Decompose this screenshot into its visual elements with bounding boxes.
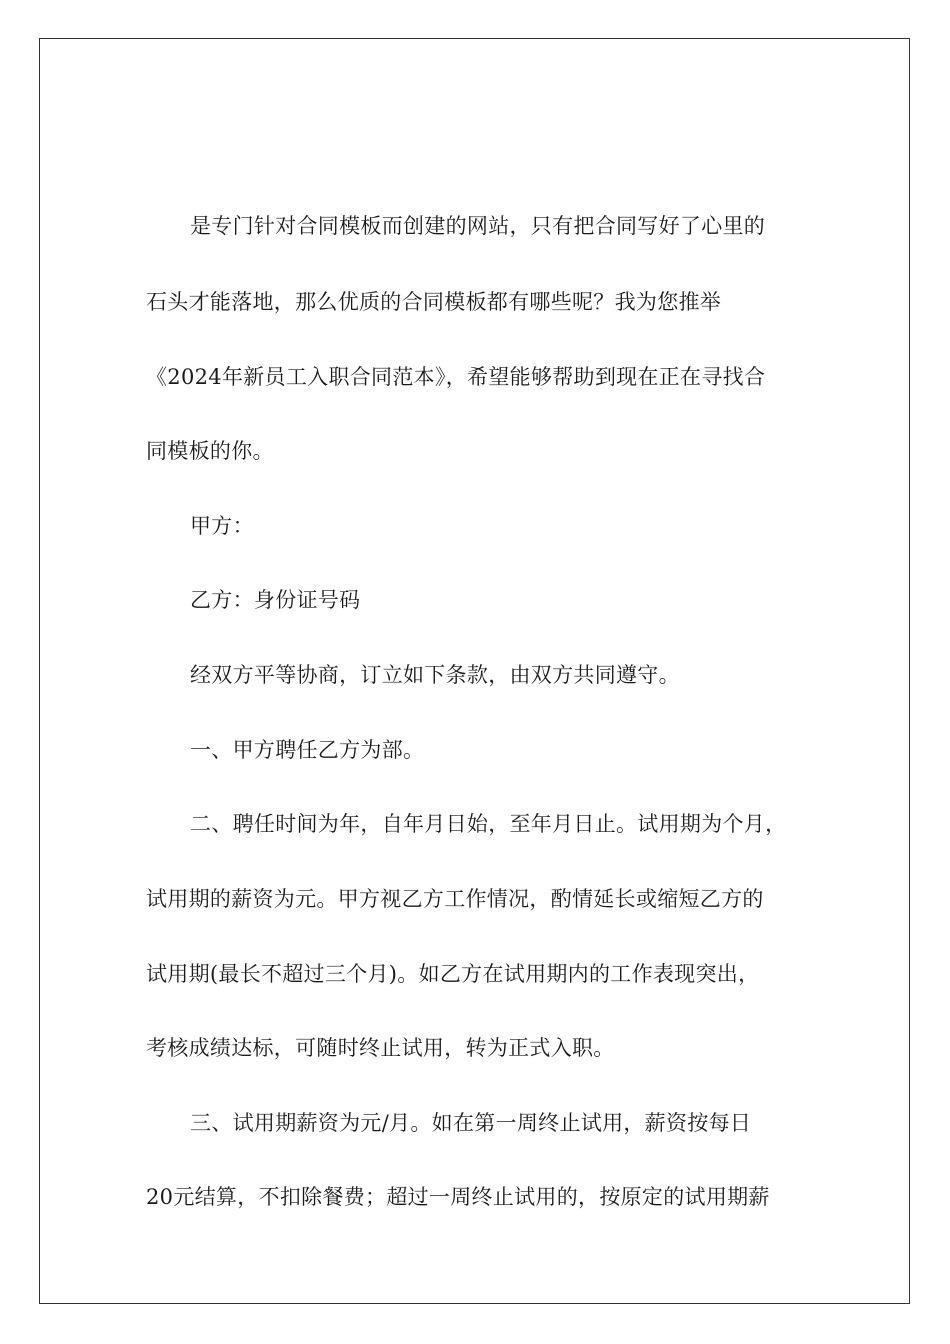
clause-two-line: 二、聘任时间为年，自年月日始，至年月日止。试用期为个月， [190, 812, 787, 836]
paragraph-line: 《2024年新员工入职合同范本》，希望能够帮助到现在正在寻找合 [146, 365, 766, 389]
paragraph-line: 试用期(最长不超过三个月)。如乙方在试用期内的工作表现突出， [146, 962, 760, 986]
clause-three-line: 三、试用期薪资为元/月。如在第一周终止试用，薪资按每日 [190, 1111, 752, 1135]
paragraph-line: 经双方平等协商，订立如下条款，由双方共同遵守。 [190, 663, 680, 687]
paragraph-line: 20元结算，不扣除餐费；超过一周终止试用的，按原定的试用期薪 [146, 1185, 770, 1209]
paragraph-line: 考核成绩达标，可随时终止试用，转为正式入职。 [146, 1036, 615, 1060]
clause-one-line: 一、甲方聘任乙方为部。 [190, 738, 425, 762]
paragraph-line: 同模板的你。 [146, 439, 274, 463]
party-a-line: 甲方： [190, 514, 254, 538]
paragraph-line: 石头才能落地，那么优质的合同模板都有哪些呢？我为您推举 [146, 290, 722, 314]
party-b-line: 乙方：身份证号码 [190, 588, 361, 612]
paragraph-line: 试用期的薪资为元。甲方视乙方工作情况，酌情延长或缩短乙方的 [146, 887, 764, 911]
paragraph-line: 是专门针对合同模板而创建的网站，只有把合同写好了心里的 [190, 214, 766, 238]
